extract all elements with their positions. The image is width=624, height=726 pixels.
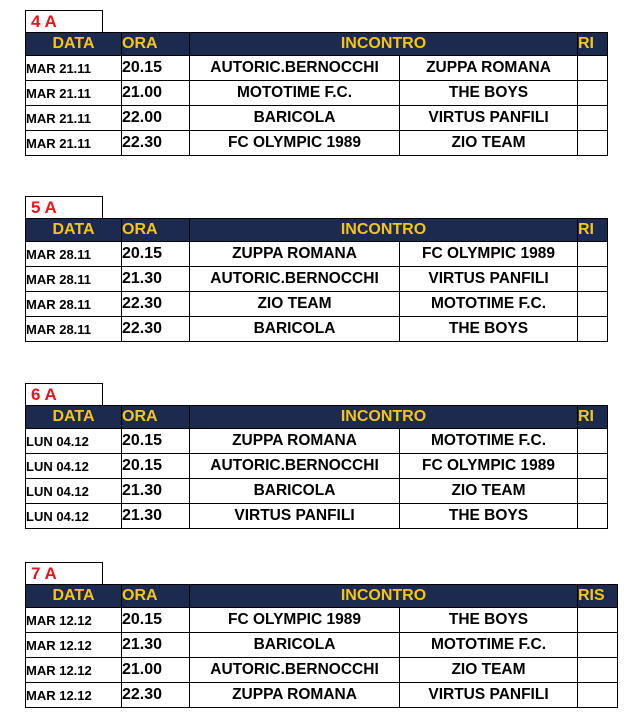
- match-time: 21.30: [122, 504, 190, 529]
- away-team: VIRTUS PANFILI: [400, 683, 578, 708]
- away-team: ZUPPA ROMANA: [400, 56, 578, 81]
- away-team: MOTOTIME F.C.: [400, 429, 578, 454]
- round-title: 6 A: [25, 383, 103, 405]
- header-ris: RIS: [578, 585, 618, 608]
- home-team: AUTORIC.BERNOCCHI: [190, 56, 400, 81]
- home-team: VIRTUS PANFILI: [190, 504, 400, 529]
- away-team: THE BOYS: [400, 81, 578, 106]
- match-date: MAR 28.11: [26, 292, 122, 317]
- away-team: THE BOYS: [400, 317, 578, 342]
- match-time: 22.30: [122, 683, 190, 708]
- header-ora: ORA: [122, 33, 190, 56]
- match-date: MAR 28.11: [26, 317, 122, 342]
- round-title: 5 A: [25, 196, 103, 218]
- match-date: MAR 21.11: [26, 56, 122, 81]
- match-result: [578, 242, 608, 267]
- match-date: LUN 04.12: [26, 454, 122, 479]
- round-7-block: [25, 562, 618, 708]
- away-team: MOTOTIME F.C.: [400, 292, 578, 317]
- table-row: [26, 242, 608, 267]
- match-date: MAR 12.12: [26, 683, 122, 708]
- header-data: DATA: [26, 585, 122, 608]
- header-incontro: INCONTRO: [190, 33, 578, 56]
- table-row: [26, 658, 618, 683]
- table-row: [26, 317, 608, 342]
- table-row: [26, 131, 608, 156]
- header-data: DATA: [26, 219, 122, 242]
- away-team: THE BOYS: [400, 504, 578, 529]
- table-row: [26, 454, 608, 479]
- match-date: MAR 12.12: [26, 658, 122, 683]
- match-time: 22.30: [122, 292, 190, 317]
- match-result: [578, 454, 608, 479]
- match-result: [578, 131, 608, 156]
- table-row: [26, 608, 618, 633]
- header-data: DATA: [26, 33, 122, 56]
- match-date: LUN 04.12: [26, 429, 122, 454]
- round-6-block: [25, 383, 608, 529]
- header-row: [26, 33, 608, 56]
- away-team: VIRTUS PANFILI: [400, 267, 578, 292]
- match-result: [578, 658, 618, 683]
- away-team: FC OLYMPIC 1989: [400, 242, 578, 267]
- away-team: ZIO TEAM: [400, 479, 578, 504]
- table-row: [26, 81, 608, 106]
- home-team: BARICOLA: [190, 479, 400, 504]
- header-incontro: INCONTRO: [190, 219, 578, 242]
- match-time: 21.30: [122, 267, 190, 292]
- header-ris: RI: [578, 406, 608, 429]
- match-result: [578, 479, 608, 504]
- header-ora: ORA: [122, 219, 190, 242]
- round-title: 4 A: [25, 10, 103, 32]
- match-time: 20.15: [122, 429, 190, 454]
- home-team: FC OLYMPIC 1989: [190, 131, 400, 156]
- away-team: MOTOTIME F.C.: [400, 633, 578, 658]
- match-time: 21.00: [122, 658, 190, 683]
- match-result: [578, 683, 618, 708]
- match-time: 22.30: [122, 131, 190, 156]
- table-row: [26, 56, 608, 81]
- header-incontro: INCONTRO: [190, 406, 578, 429]
- table-row: [26, 106, 608, 131]
- away-team: VIRTUS PANFILI: [400, 106, 578, 131]
- table-row: [26, 633, 618, 658]
- match-date: LUN 04.12: [26, 504, 122, 529]
- home-team: ZUPPA ROMANA: [190, 683, 400, 708]
- home-team: ZIO TEAM: [190, 292, 400, 317]
- match-result: [578, 504, 608, 529]
- round-4-block: [25, 10, 608, 156]
- match-date: MAR 12.12: [26, 633, 122, 658]
- home-team: AUTORIC.BERNOCCHI: [190, 454, 400, 479]
- table-row: [26, 267, 608, 292]
- home-team: BARICOLA: [190, 106, 400, 131]
- home-team: AUTORIC.BERNOCCHI: [190, 658, 400, 683]
- home-team: MOTOTIME F.C.: [190, 81, 400, 106]
- round-5-block: [25, 196, 608, 342]
- schedule-table: [25, 405, 608, 529]
- away-team: ZIO TEAM: [400, 131, 578, 156]
- table-row: [26, 683, 618, 708]
- match-time: 21.00: [122, 81, 190, 106]
- match-date: MAR 21.11: [26, 131, 122, 156]
- header-data: DATA: [26, 406, 122, 429]
- match-result: [578, 292, 608, 317]
- match-result: [578, 267, 608, 292]
- away-team: FC OLYMPIC 1989: [400, 454, 578, 479]
- match-result: [578, 429, 608, 454]
- match-time: 21.30: [122, 479, 190, 504]
- header-row: [26, 585, 618, 608]
- schedule-table: [25, 584, 618, 708]
- match-time: 20.15: [122, 242, 190, 267]
- match-date: MAR 12.12: [26, 608, 122, 633]
- table-row: [26, 504, 608, 529]
- header-incontro: INCONTRO: [190, 585, 578, 608]
- header-row: [26, 406, 608, 429]
- schedule-table: [25, 32, 608, 156]
- match-result: [578, 633, 618, 658]
- match-date: MAR 21.11: [26, 106, 122, 131]
- home-team: BARICOLA: [190, 317, 400, 342]
- home-team: ZUPPA ROMANA: [190, 429, 400, 454]
- match-time: 20.15: [122, 56, 190, 81]
- match-time: 20.15: [122, 608, 190, 633]
- away-team: ZIO TEAM: [400, 658, 578, 683]
- match-result: [578, 81, 608, 106]
- match-time: 22.30: [122, 317, 190, 342]
- match-time: 20.15: [122, 454, 190, 479]
- match-date: LUN 04.12: [26, 479, 122, 504]
- match-time: 21.30: [122, 633, 190, 658]
- round-title: 7 A: [25, 562, 103, 584]
- header-row: [26, 219, 608, 242]
- table-row: [26, 479, 608, 504]
- header-ris: RI: [578, 219, 608, 242]
- match-date: MAR 28.11: [26, 267, 122, 292]
- header-ora: ORA: [122, 585, 190, 608]
- match-time: 22.00: [122, 106, 190, 131]
- home-team: BARICOLA: [190, 633, 400, 658]
- home-team: FC OLYMPIC 1989: [190, 608, 400, 633]
- home-team: AUTORIC.BERNOCCHI: [190, 267, 400, 292]
- match-result: [578, 56, 608, 81]
- header-ora: ORA: [122, 406, 190, 429]
- header-ris: RI: [578, 33, 608, 56]
- home-team: ZUPPA ROMANA: [190, 242, 400, 267]
- schedule-table: [25, 218, 608, 342]
- match-result: [578, 317, 608, 342]
- match-date: MAR 28.11: [26, 242, 122, 267]
- away-team: THE BOYS: [400, 608, 578, 633]
- match-result: [578, 608, 618, 633]
- table-row: [26, 429, 608, 454]
- table-row: [26, 292, 608, 317]
- match-result: [578, 106, 608, 131]
- match-date: MAR 21.11: [26, 81, 122, 106]
